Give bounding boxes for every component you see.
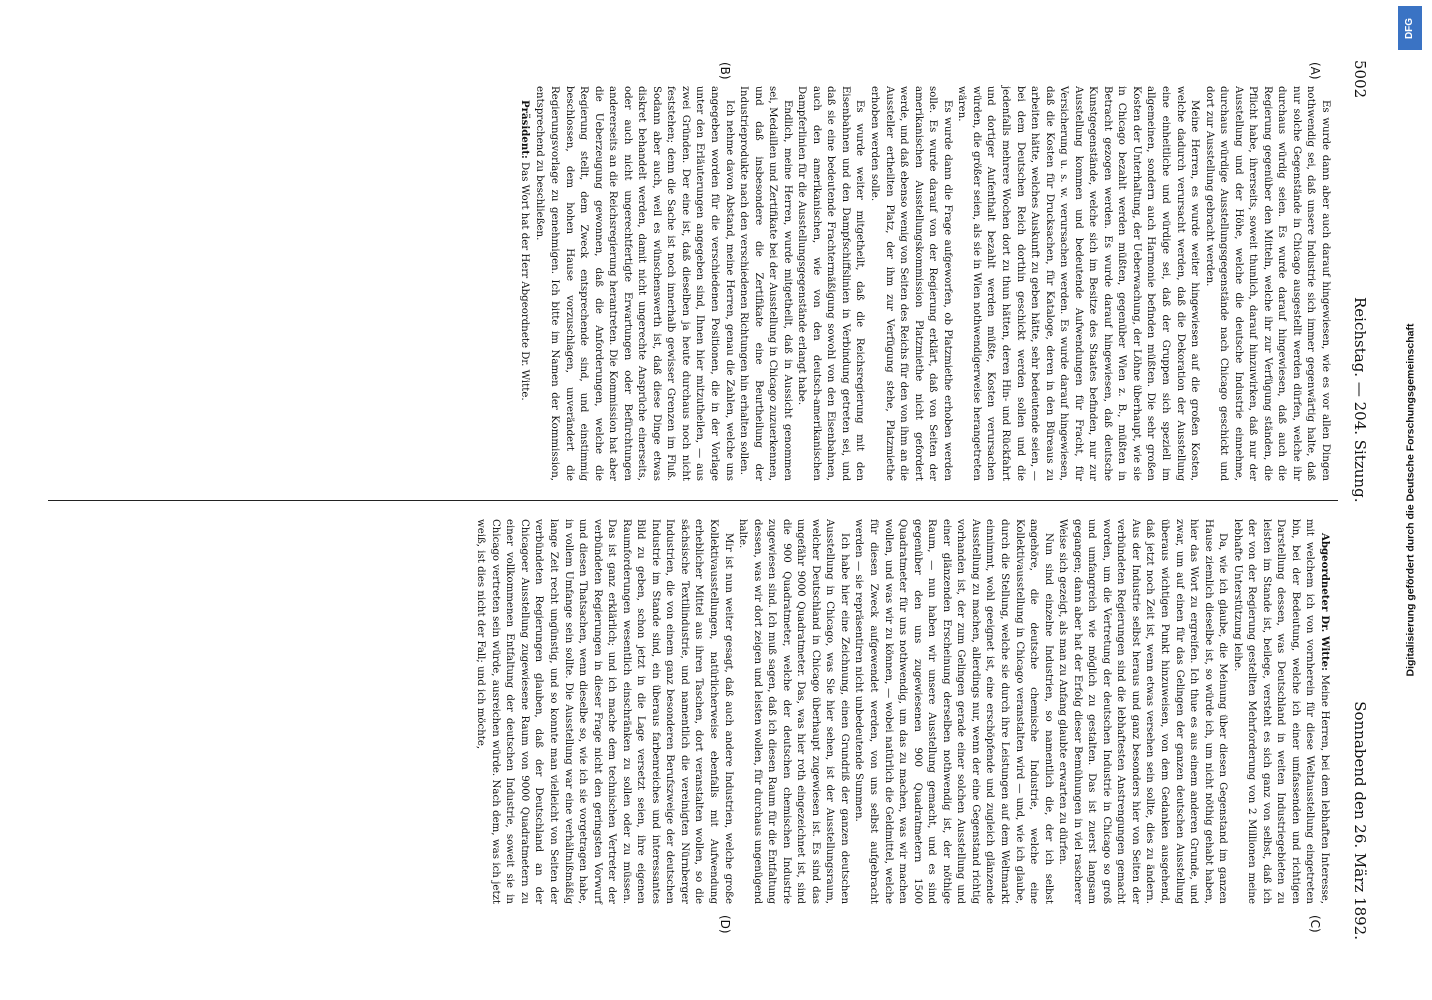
paragraph: Ich habe hier eine Zeichnung, einen Grundriß der ganzen deutschen Ausstellung in Chicago, was Sie hier sehen, ist der Ausstellungsraum, welcher Deutschland in Chicago überhaupt zugewiesen ist. Es sind das ungefähr 9000 Quadratmeter. Das, was hier roth eingezeichnet ist, sind die 900 Quadratmeter, welche der deutschen chemischen Industrie zugewiesen sind. Ich muß sagen, daß ich diesen Raum für die Entfaltung dessen, was wir dort zeigen und leisten wollen, für durchaus ungenügend halte.: [737, 519, 850, 904]
paragraph: Ich nehme davon Abstand, meine Herren, genau die Zahlen, welche uns angegeben worden für die verschiedenen Positionen, die in der Vorlage unter den Erläuterungen angegeben sind, Ihnen hier mitzutheilen, — aus zwei Gründen. Der eine ist, daß dieselben ja heute durchaus noch nicht feststehen; denn die Sache ist noch innerhalb gewisser Grenzen im Fluß. Sodann aber auch, weil es wünschenswerth ist, daß diese Dinge etwas diskret behandelt werden, damit nicht ungerechte Ansprüche einerseits, oder auch nicht ungerechtfertigte Erwartungen oder Befürchtungen andererseits an die Reichsregierung herantreten. Die Kommission hat aber die Ueberzeugung gewonnen, daß die Anforderungen, welche die Regierung stellt, dem Zweck entsprechende sind, und einstimmig beschlossen, dem hohen Hause vorzuschlagen, unverändert die Regierungsvorlage zu genehmigen. Ich bitte im Namen der Kommission, entsprechend zu beschließen.: [534, 86, 735, 481]
speaker-president: Präsident:: [518, 100, 531, 159]
speaker-text: Meine Herren, bei dem lebhaften Interesse, mit welchem ich von vornherein für diese Weltausstellung eingetreten bin, bei der Bedeutung, welche ich einer umfassenden und richtigen Darstellung dessen, was Deutschland in weiten Industriegebieten zu leisten im Stande ist, beilege, versteht es sich ganz von selbst, daß ich der von der Regierung gestellten Mehrforderung von 2 Millionen meine lebhafte Unterstützung leihe.: [1231, 519, 1330, 904]
session-date: Sonnabend den 26. März 1892.: [1351, 701, 1369, 940]
text-column-right: [473, 519, 1332, 904]
digitization-credit: Digitalisierung gefördert durch die Deutsche Forschungsgemeinschaft: [1404, 323, 1417, 677]
paragraph: Nun sind einzelne Industrien, so namentlich die, der ich selbst angehöre, die deutsche chemische Industrie, welche eine Kollektivausstellung in Chicago veranstalten wird — und, wie ich glaube, durch die Stellung, welche sie durch ihre Leistungen auf dem Weltmarkt einnimmt, wohl geeignet ist, eine erschöpfende und zugleich glänzende Ausstellung zu machen, allerdings nur, wenn der eine Gegenstand richtig vorhanden ist, der zum Gelingen gerade einer solchen Ausstellung und einer glänzenden Erscheinung derselben nothwendig ist, der nöthige Raum, — nun haben wir unsere Ausstellung gemacht, und es sind gegenüber den uns zugewiesenen 900 Quadratmetern 1500 Quadratmeter für uns nothwendig, um das zu machen, was wir machen wollen, und was wir zu können, — wobei natürlich die Geldmittel, welche für diesen Zweck aufgewendet werden, von uns selbst aufgebracht werden — sie repräsentiren nicht unbedeutende Summen.: [853, 519, 1054, 904]
margin-marker-d: (D): [718, 915, 732, 934]
session-title: Reichstag. — 204. Sitzung.: [1351, 297, 1369, 503]
margin-marker-a: (A): [1308, 62, 1322, 80]
paragraph: Es wurde weiter mitgetheilt, daß die Reichsregierung mit den Eisenbahnen und den Dampfschiffslinien in Verbindung getreten sei, und daß sie eine bedeutende Frachtermäßigung sowohl von den Eisenbahnen, auch den amerikanischen, wie von den deutsch-amerikanischen Dampferlinien für die Ausstellungsgegenstände erlangt habe.: [796, 86, 866, 481]
margin-marker-c: (C): [1308, 915, 1322, 933]
paragraph: Da, wie ich glaube, die Meinung über diesen Gegenstand im ganzen Hause ziemlich dieselbe ist, so würde ich, um nicht nöthig gehabt haben, hier das Wort zu ergreifen. Ich thue es aus einem anderen Grunde, und zwar, um auf einen für das Gelingen der ganzen deutschen Ausstellung überaus wichtigen Punkt hinzuweisen, von dem Gedanken ausgehend, daß jetzt noch Zeit ist, wenn etwas versehen sein sollte, dies zu ändern. Aus der Industrie selbst heraus und ganz besonders hier von Seiten der verbündeten Regierungen sind die lebhaftesten Anstrengungen gemacht worden, um die Vertretung der deutschen Industrie in Chicago so groß und umfangreich wie möglich zu gestalten. Das ist zuerst langsam gegangen; dann aber hat der Erfolg dieser Bemühungen in viel rascherer Weise sich gezeigt, als man zu Anfang glaubte erwarten zu dürfen.: [1057, 519, 1229, 904]
speaker-text: Das Wort hat der Herr Abgeordnete Dr. Witte.: [518, 161, 530, 401]
paragraph: Mir ist nun weiter gesagt, daß auch andere Industrien, welche große Kollektivausstellungen, natürlicherweise ebenfalls mit Aufwendung erheblicher Mittel aus ihren Taschen, dort veranstalten wollen, so die sächsische Textilindustrie, und namentlich die vereinigten Nürnberger Industrien, die von einem ganz besonderen Berufszweige der deutschen Industrie im Stande sind, ein überaus farbenreiches und interessantes Bild zu geben, schon jetzt in die Lage versetzt seien, ihre eigenen Raumforderungen wesentlich einschränken zu sollen oder zu müssen. Das ist ganz erklärlich; und ich mache dem technischen Vertreter der verbündeten Regierungen in dieser Frage nicht den geringsten Vorwurf und diesen Thatsachen, wenn dieselbe so, wie ich sie vorgetragen habe, in vollem Umfange sein sollte. Die Ausstellung war eine verhältnißmäßig lange Zeit recht ungünstig, und so konnte man vielleicht von Seiten der verbündeten Regierungen glauben, daß der Deutschland an der Chicagoer Ausstellung zugewiesene Raum von 9000 Quadratmetern zu einer vollkommenen Entfaltung der deutschen Industrie, soweit sie in Chicago vertreten sein würde, ausreichen würde. Nach dem, was ich jetzt weiß, ist dies nicht der Fall; und ich möchte,: [475, 519, 734, 904]
paragraph-speaker: [1229, 519, 1332, 904]
paragraph: Endlich, meine Herren, wurde mitgetheilt, daß in Aussicht genommen sei, Medaillen und Zertifikate bei der Ausstellung in Chicago zuzuerkennen, und daß insbesondere die Zertifikate eine Beurtheilung der Industrieprodukte nach den verschiedenen Richtungen hin erhalten sollen.: [738, 86, 793, 481]
page-header: [1346, 60, 1374, 940]
page-number: 5002: [1351, 60, 1369, 99]
text-column-left: [516, 86, 1332, 481]
margin-marker-b: (B): [718, 62, 732, 80]
paragraph: Es wurde dann die Frage aufgeworfen, ob Platzmiethe erhoben werden solle. Es wurde darauf von der Regierung erklärt, daß von Seiten der amerikanischen Ausstellungskommission Platzmiethe nicht gefordert werde, und daß ebenso wenig von Seiten des Reichs für den von ihm an die Aussteller ertheilten Platz, der ihm zur Verfügung stehe, Platzmiethe erhoben werden solle.: [869, 86, 953, 481]
paragraph: Meine Herren, es wurde weiter hingewiesen auf die großen Kosten, welche dadurch verursacht werden, daß die Dekoration der Ausstellung eine einheitliche und würdige sei, daß der Gruppen sich speziell im allgemeinen, sondern auch Harmonie befinden müßten. Die sehr großen Kosten der Unterhaltung, der Ueberwachung, der Löhne überhaupt, wie sie in Chicago bezahlt werden müßten, gegenüber Wien z. B., müßten in Betracht gezogen werden. Es wurde darauf hingewiesen, daß deutsche Kunstgegenstände, welche sich im Besitze des Staates befinden, nur zur Ausstellung kommen und bedeutende Aufwendungen für Fracht, für Versicherung u. s. w. verursachen werden. Es wurde darauf hingewiesen, daß die Kosten für Drucksachen, für Kataloge, deren in den Büreaus zu arbeiten hätte, welches Auskunft zu geben hätte, sehr bedeutende seien, — bei dem Deutschen Reich dorthin geschickt werden sollen und die jedenfalls mehrere Wochen dort zu thun hätten, deren Hin- und Rückfahrt und dortiger Aufenthalt bezahlt werden müßte, Kosten verursachen würden, die größer seien, als sie in Wien nothwendigerweise herangetreten wären.: [956, 86, 1201, 481]
dfg-logo: DFG: [1398, 6, 1422, 50]
paragraph: Es wurde dann aber auch darauf hingewiesen, wie es vor allen Dingen nothwendig sei, daß unsere Industrie sich immer gegenwärtig halte, daß nur solche Gegenstände in Chicago ausgestellt werden dürfen, welche ihr durchaus würdig seien. Es wurde darauf hingewiesen, daß auch die Regierung gegenüber den Mitteln, welche ihr zur Verfügung ständen, die Pflicht habe, ihrerseits, soweit thunlich, darauf hinzuwirken, daß nur der Ausstellung und der Höhe, welche die deutsche Industrie einnehme, durchaus würdige Ausstellungsgegenstände nach Chicago geschickt und dort zur Ausstellung gebracht werden.: [1203, 86, 1331, 481]
speaker-witte: Abgeordneter Dr. Witte:: [1319, 533, 1331, 671]
column-divider: [48, 500, 1338, 501]
paragraph-speaker: [516, 86, 532, 481]
